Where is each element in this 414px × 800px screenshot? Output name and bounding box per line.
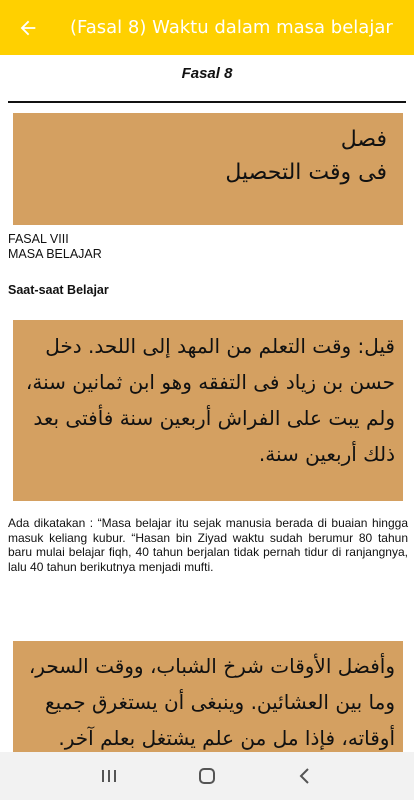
arabic-heading-line: فصل xyxy=(340,127,387,152)
subheading: Saat-saat Belajar xyxy=(8,283,109,297)
recents-button[interactable] xyxy=(89,756,129,796)
recents-icon xyxy=(100,768,118,784)
app-bar xyxy=(0,0,414,55)
arabic-passage-line: ولم يبت على الفراش أربعين سنة فأفتى بعد xyxy=(33,406,395,430)
chapter-content[interactable] xyxy=(0,55,414,752)
arabic-passage-line: وأفضل الأوقات شرخ الشباب، ووقت السحر، xyxy=(28,654,395,678)
page-title: (Fasal 8) Waktu dalam masa belajar xyxy=(70,17,393,38)
arabic-passage-line: أوقاته، فإذا مل من علم يشتغل بعلم آخر. xyxy=(58,726,395,750)
divider xyxy=(8,101,406,103)
arrow-left-icon xyxy=(17,17,39,39)
arabic-passage-line: ذلك أربعين سنة. xyxy=(258,442,395,466)
arabic-passage-box xyxy=(13,641,403,752)
arabic-passage-box xyxy=(13,320,403,501)
nav-back-button[interactable] xyxy=(285,756,325,796)
system-nav-bar xyxy=(0,752,414,800)
back-button[interactable] xyxy=(0,0,56,55)
section-title: Fasal 8 xyxy=(181,65,233,82)
home-button[interactable] xyxy=(187,756,227,796)
arabic-heading-line: فى وقت التحصيل xyxy=(225,160,387,185)
chapter-heading xyxy=(8,232,408,262)
chapter-name: MASA BELAJAR xyxy=(8,247,102,261)
home-icon xyxy=(198,767,216,785)
arabic-heading-box xyxy=(13,113,403,225)
chevron-left-icon xyxy=(298,767,312,785)
arabic-passage-line: وما بين العشائين. وينبغى أن يستغرق جميع xyxy=(45,690,395,714)
arabic-passage-line: قيل: وقت التعلم من المهد إلى اللحد. دخل xyxy=(45,334,395,358)
chapter-number: FASAL VIII xyxy=(8,232,69,246)
arabic-passage-line: حسن بن زياد فى التفقه وهو ابن ثمانين سنة، xyxy=(25,370,395,394)
translation-paragraph: Ada dikatakan : “Masa belajar itu sejak manusia berada di buaian hingga masuk keliang kubur. “Hasan bin Ziyad waktu sudah berumur 80 tahun baru mulai belajar fiqh, 40 tahun berjalan tidak pernah tidur di ranjangnya, lalu 40 tahun berikutnya menjadi mufti. xyxy=(8,516,408,574)
